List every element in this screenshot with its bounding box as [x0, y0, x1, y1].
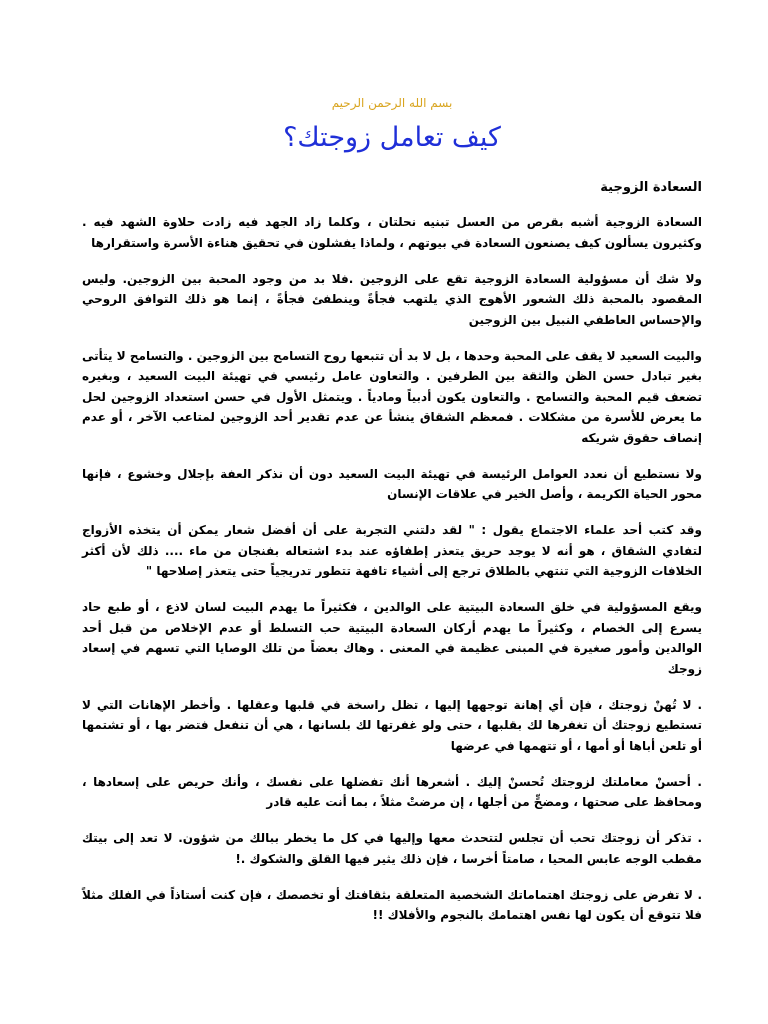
paragraph-7: . لا تُهنْ زوجتك ، فإن أي إهانة توجهها إليها ، تظل راسخة في قلبها وعقلها . وأخطر الإهانات التي لا تستطيع زوجتك أن تغفرها لك بقلبها ، حتى ولو غفرتها لك بلسانها ، هي أن تنفعل فتضر بها ، أو تشتمها أو تلعن أباها أو أمها ، أو تتهمها في عرضها: [82, 697, 702, 753]
paragraph-10: . لا تفرض على زوجتك اهتماماتك الشخصية المتعلقة بثقافتك أو تخصصك ، فإن كنت أستاذاً في الفلك مثلاً فلا تتوقع أن يكون لها نفس اهتمامك بالنجوم والأفلاك !!: [82, 887, 702, 922]
basmala: بسم الله الرحمن الرحيم: [331, 96, 453, 110]
paragraph-2: ولا شك أن مسؤولية السعادة الزوجية تقع على الزوجين .فلا بد من وجود المحبة بين الزوجين. وليس المقصود بالمحبة ذلك الشعور الأهوج الذي يلتهب فجأةً وينطفئ فجأةً ، إنما هو ذلك التوافق الروحي والإحساس العاطفي النبيل بين الزوجين: [82, 271, 702, 327]
paragraph-8: . أحسنْ معاملتك لزوجتك تُحسنْ إليك . أشعرها أنك تفضلها على نفسك ، وأنك حريص على إسعادها ، ومحافظ على صحتها ، ومضحٍّ من أجلها ، إن مرضتْ مثلاً ، بما أنت عليه قادر: [82, 774, 702, 809]
paragraph-3: والبيت السعيد لا يقف على المحبة وحدها ، بل لا بد أن تتبعها روح التسامح بين الزوجين . والتسامح لا يتأتى بغير تبادل حسن الظن والثقة بين الطرفين . والتعاون عامل رئيسي في تهيئة البيت السعيد ، وبغيره تضعف قيم المحبة والتسامح . والتعاون يكون أدبياً ومادياً . ويتمثل الأول في حسن استعداد الزوجين لحل ما يعرض للأسرة من مشكلات . فمعظم الشقاق ينشأ عن عدم تقدير أحد الزوجين لمتاعب الآخر ، أو عدم إنصاف حقوق شريكه: [82, 348, 702, 445]
paragraph-9: . تذكر أن زوجتك تحب أن تجلس لتتحدث معها وإليها في كل ما يخطر ببالك من شؤون. لا تعد إلى بيتك مقطب الوجه عابس المحيا ، صامتاً أخرسا ، فإن ذلك يثير فيها القلق والشكوك .!: [82, 831, 702, 866]
page-title: كيف تعامل زوجتك؟: [283, 122, 501, 153]
paragraph-4: ولا نستطيع أن نعدد العوامل الرئيسة في تهيئة البيت السعيد دون أن نذكر العفة بإجلال وخشوع ، فإنها محور الحياة الكريمة ، وأصل الخير في علاقات الإنسان: [82, 466, 702, 501]
section-heading: السعادة الزوجية: [600, 180, 702, 195]
article-body: [82, 212, 702, 941]
paragraph-6: ويقع المسؤولية في خلق السعادة البيتية على الوالدين ، فكثيراً ما يهدم البيت لسان لاذع ، أو طبع حاد يسرع إلى الخصام ، وكثيراً ما يهدم أركان السعادة البيتية حب التسلط أو عدم الإخلاص من قبل أحد الوالدين وأمور صغيرة في المبنى عظيمة في المعنى . وهاك بعضاً من تلك الوصايا التي تسهم في إسعاد زوجك: [82, 600, 702, 676]
paragraph-1: السعادة الزوجية أشبه بقرص من العسل تبنيه نحلتان ، وكلما زاد الجهد فيه زادت حلاوة الشهد فيه . وكثيرون يسألون كيف يصنعون السعادة في بيوتهم ، ولماذا يفشلون في تحقيق هناءة الأسرة واستقرارها: [82, 215, 702, 250]
paragraph-5: وقد كتب أحد علماء الاجتماع يقول : " لقد دلتني التجربة على أن أفضل شعار يمكن أن يتخذه الأزواج لتفادي الشقاق ، هو أنه لا يوجد حريق يتعذر إطفاؤه عند بدء اشتعاله بفنجان من ماء .... ذلك لأن أكثر الخلافات الزوجية التي تنتهي بالطلاق ترجع إلى أشياء تافهة تتطور تدريجياً حتى يتعذر إصلاحها ": [82, 523, 702, 578]
